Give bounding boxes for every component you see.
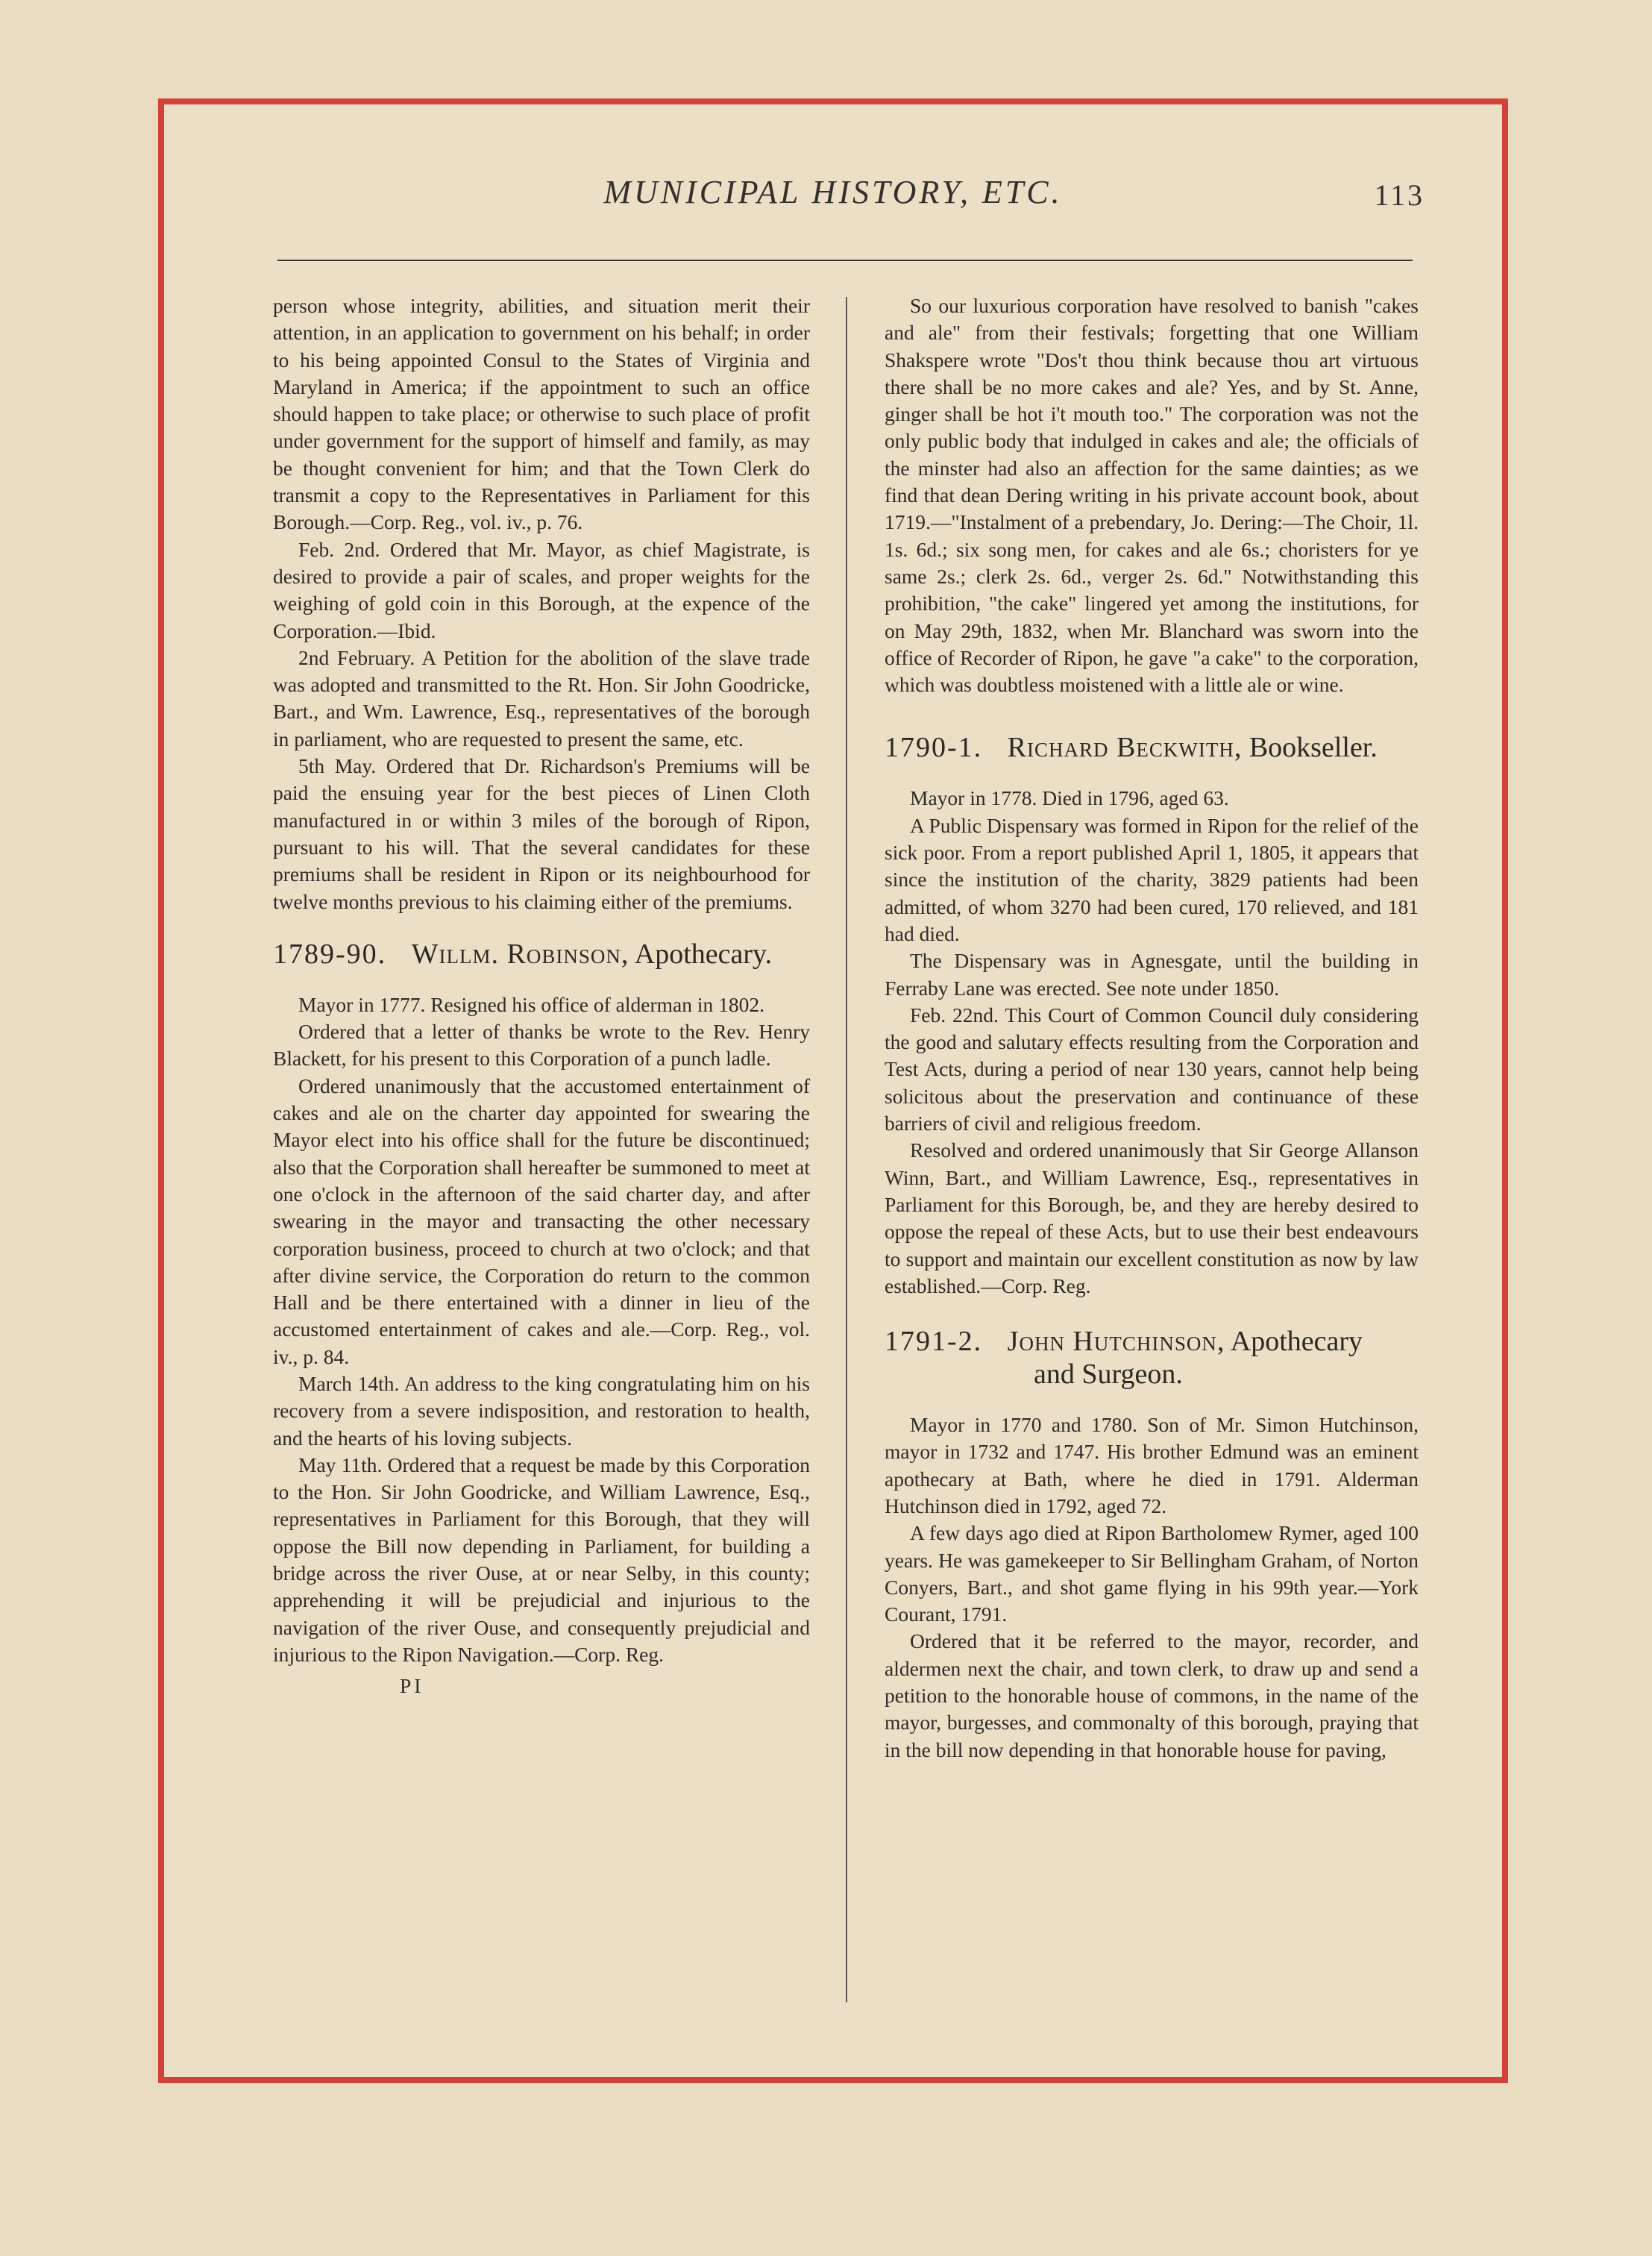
right-column (885, 292, 1419, 1764)
section-name: Richard Beckwith, (1007, 732, 1243, 764)
paragraph: Ordered that it be referred to the mayor, recorder, and aldermen next the chair, and town clerk, to draw up and send a petition to the honorable house of commons, in the name of the mayor, burgesses, and commonalty of this borough, praying that in the bill now depending in that honorable house for paving, (885, 1629, 1419, 1761)
paragraph: 5th May. Ordered that Dr. Richardson's Premiums will be paid the ensuing year for the best pieces of Linen Cloth manufactured in or within 3 miles of the borough of Ripon, pursuant to his will. That the several candidates for these premiums shall be resident in Ripon or its neighbourhood for twelve months previous to his claiming either of the premiums. (273, 754, 810, 913)
running-head (158, 173, 1508, 225)
paragraph: A few days ago died at Ripon Bartholomew Rymer, aged 100 years. He was gamekeeper to Sir Bellingham Graham, of Norton Conyers, Bart., and shot game flying in his 99th year.—York Courant, 1791. (885, 1521, 1419, 1626)
column-divider (846, 297, 847, 2002)
section-trade: Apothecary. (634, 938, 773, 970)
paragraph: 2nd February. A Petition for the abolition of the slave trade was adopted and transmitted to the Rt. Hon. Sir John Goodricke, Bart., and Wm. Lawrence, Esq., representatives of the borough in parliament, who are requested to present the same, etc. (273, 645, 810, 751)
paragraph: Feb. 2nd. Ordered that Mr. Mayor, as chief Magistrate, is desired to provide a pair of scales, and proper weights for the weighing of gold coin in this Borough, at the expence of the Corporation.—Ibid. (273, 537, 810, 642)
paragraph: person whose integrity, abilities, and situation merit their attention, in an application to government on his behalf; in order to his being appointed Consul to the States of Virginia and Maryland in America; if the appointment to such an office should happen to take place; or otherwise to such place of profit under government for the support of himself and family, as may be thought convenient for him; and that the Town Clerk do transmit a copy to the Representatives in Parliament for this Borough.—Corp. Reg., vol. iv., p. 76. (273, 294, 810, 534)
page-title: MUNICIPAL HISTORY, ETC. (603, 174, 1063, 210)
section-year: 1790-1. (885, 732, 983, 764)
paragraph: Mayor in 1778. Died in 1796, aged 63. (910, 786, 1229, 810)
paragraph: May 11th. Ordered that a request be made by this Corporation to the Hon. Sir John Goodricke, and William Lawrence, Esq., representatives in Parliament for this Borough, that they will oppose the Bill now depending in Parliament, for building a bridge across the river Ouse, at or near Selby, in this county; apprehending it will be prejudicial and injurious to the navigation of the river Ouse, and consequently prejudicial and injurious to the Ripon Navigation.—Corp. Reg. (273, 1453, 810, 1666)
paragraph: Mayor in 1770 and 1780. Son of Mr. Simon Hutchinson, mayor in 1732 and 1747. His brother Edmund was an eminent apothecary at Bath, where he died in 1791. Alderman Hutchinson died in 1792, aged 72. (885, 1413, 1419, 1517)
paragraph: Feb. 22nd. This Court of Common Council duly considering the good and salutary effects resulting from the Corporation and Test Acts, during a period of near 130 years, cannot help being solicitous about the preservation and continuance of these barriers of civil and religious freedom. (885, 1003, 1419, 1135)
paragraph: Ordered that a letter of thanks be wrote to the Rev. Henry Blackett, for his present to this Corporation of a punch ladle. (273, 1020, 810, 1071)
section-year: 1791-2. (885, 1326, 983, 1358)
section-heading-hutchinson (885, 1325, 1419, 1391)
section-trade: Bookseller. (1249, 732, 1378, 764)
section-heading-robinson (273, 938, 810, 971)
section-name: Willm. Robinson, (411, 938, 629, 970)
paragraph: So our luxurious corporation have resolved to banish "cakes and ale" from their festivals; forgetting that one William Shakspere wrote "Dos't thou think because thou art virtuous there shall be no more cakes and ale? Yes, and by St. Anne, ginger shall be hot i't mouth too." The corporation was not the only public body that indulged in cakes and ale; the officials of the minster had also an affection for the same dainties; as we find that dean Dering writing in his private account book, about 1719.—"Instalment of a prebendary, Jo. Dering:—The Choir, 1l. 1s. 6d.; six song men, for cakes and ale 6s.; choristers for ye same 2s.; clerk 2s. 6d., verger 2s. 6d." Notwithstanding this prohibition, "the cake" lingered yet among the institutions, for on May 29th, 1832, when Mr. Blanchard was sworn into the office of Recorder of Ripon, he gave "a cake" to the corporation, which was doubtless moistened with a little ale or wine. (885, 294, 1419, 697)
paragraph: Resolved and ordered unanimously that Sir George Allanson Winn, Bart., and William Lawrence, Esq., representatives in Parliament for this Borough, be, and they are hereby desired to oppose the repeal of these Acts, but to use their best endeavours to support and maintain our excellent constitution as now by law established.—Corp. Reg. (885, 1138, 1419, 1297)
section-name: John Hutchinson, (1007, 1326, 1225, 1358)
paragraph: Mayor in 1777. Resigned his office of alderman in 1802. (298, 992, 764, 1016)
signature-mark: PI (400, 1674, 424, 1698)
page-number: 113 (1374, 178, 1425, 212)
left-column (273, 292, 810, 1700)
paragraph: March 14th. An address to the king congratulating him on his recovery from a severe indisposition, and restoration to health, and the hearts of his loving subjects. (273, 1371, 810, 1450)
header-rule (277, 260, 1413, 261)
section-year: 1789-90. (273, 938, 387, 970)
section-heading-beckwith (885, 731, 1419, 764)
section-trade: Apothecary (1230, 1326, 1363, 1358)
paragraph: The Dispensary was in Agnesgate, until the building in Ferraby Lane was erected. See note under 1850. (885, 949, 1419, 1000)
paragraph: A Public Dispensary was formed in Ripon for the relief of the sick poor. From a report published April 1, 1805, it appears that since the institution of the charity, 3829 patients had been admitted, of whom 3270 had been cured, 170 relieved, and 181 had died. (885, 813, 1419, 945)
paragraph: Ordered unanimously that the accustomed entertainment of cakes and ale on the charter day appointed for swearing the Mayor elect into his office shall for the future be discontinued; also that the Corporation shall hereafter be summoned to meet at one o'clock in the afternoon of the said charter day, and after swearing in the mayor and transacting the other necessary corporation business, proceed to church at two o'clock; and that after divine service, the Corporation do return to the common Hall and be there entertained with a dinner in lieu of the accustomed entertainment of cakes and ale.—Corp. Reg., vol. iv., p. 84. (273, 1074, 810, 1368)
section-trade-line2: and Surgeon. (1034, 1359, 1183, 1391)
